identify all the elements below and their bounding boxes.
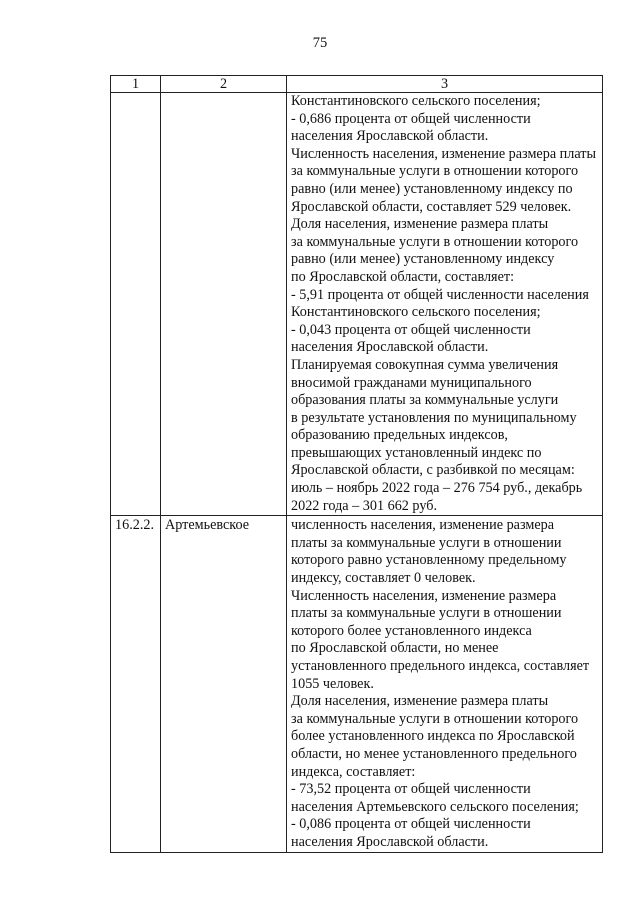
text-line: равно (или менее) установленному индексу по — [291, 180, 573, 197]
text-line: - 0,043 процента от общей численности — [291, 321, 531, 338]
text-line: Ярославской области, составляет 529 человек. — [291, 198, 572, 215]
text-line: населения Ярославской области. — [291, 339, 489, 356]
text-line: 2022 года – 301 662 руб. — [291, 497, 438, 514]
text-line: 1055 человек. — [291, 675, 374, 692]
row-description — [287, 516, 603, 852]
text-line: в результате установления по муниципальному — [291, 409, 577, 426]
text-line: за коммунальные услуги в отношении которого — [291, 163, 579, 180]
text-line: образования платы за коммунальные услуги — [291, 392, 559, 409]
text-line: более установленного индекса по Ярославской — [291, 728, 575, 745]
text-line: июль – ноябрь 2022 года – 276 754 руб., декабрь — [291, 480, 583, 497]
row-description — [287, 93, 603, 516]
row-number — [111, 93, 161, 516]
text-line: превышающих установленный индекс по — [291, 444, 542, 461]
text-line: равно (или менее) установленному индексу — [291, 251, 555, 268]
table-row — [111, 93, 603, 516]
text-line: Доля населения, изменение размера платы — [291, 216, 549, 233]
row-settlement-name: Артемьевское — [161, 516, 287, 852]
header-col-2: 2 — [161, 76, 287, 93]
text-line: - 73,52 процента от общей численности — [291, 781, 531, 798]
row-settlement-name — [161, 93, 287, 516]
data-table — [110, 75, 603, 853]
text-line: Доля населения, изменение размера платы — [291, 693, 549, 710]
text-line: платы за коммунальные услуги в отношении — [291, 534, 562, 551]
text-line: за коммунальные услуги в отношении которого — [291, 233, 579, 250]
text-line: Ярославской области, с разбивкой по месяцам: — [291, 462, 575, 479]
text-line: Численность населения, изменение размера — [291, 587, 557, 604]
text-line: населения Ярославской области. — [291, 128, 489, 145]
text-line: вносимой гражданами муниципального — [291, 374, 532, 391]
header-col-1: 1 — [111, 76, 161, 93]
text-line: платы за коммунальные услуги в отношении — [291, 605, 562, 622]
text-line: численность населения, изменение размера — [291, 517, 555, 534]
text-line: - 5,91 процента от общей численности населения — [291, 286, 589, 303]
text-line: Планируемая совокупная сумма увеличения — [291, 356, 559, 373]
text-line: индексу, составляет 0 человек. — [291, 570, 476, 587]
text-line: - 0,086 процента от общей численности — [291, 816, 531, 833]
table-row — [111, 516, 603, 852]
table-header-row — [111, 76, 603, 93]
text-line: населения Ярославской области. — [291, 833, 489, 850]
text-line: которого более установленного индекса — [291, 622, 532, 639]
text-line: населения Артемьевского сельского поселения; — [291, 798, 579, 815]
text-line: Константиновского сельского поселения; — [291, 93, 541, 109]
row-number: 16.2.2. — [111, 516, 161, 852]
text-line: Константиновского сельского поселения; — [291, 304, 541, 321]
text-line: - 0,686 процента от общей численности — [291, 110, 531, 127]
text-line: Численность населения, изменение размера платы — [291, 145, 597, 162]
text-line: индекса, составляет: — [291, 763, 416, 780]
text-line: установленного предельного индекса, составляет — [291, 658, 590, 674]
text-line: которого равно установленному предельному — [291, 552, 567, 569]
text-line: по Ярославской области, но менее — [291, 640, 499, 657]
text-line: области, но менее установленного предельного — [291, 745, 577, 762]
header-col-3: 3 — [287, 76, 603, 93]
page-number: 75 — [312, 35, 328, 51]
text-line: по Ярославской области, составляет: — [291, 268, 515, 285]
text-line: образованию предельных индексов, — [291, 427, 508, 444]
text-line: за коммунальные услуги в отношении которого — [291, 710, 579, 727]
